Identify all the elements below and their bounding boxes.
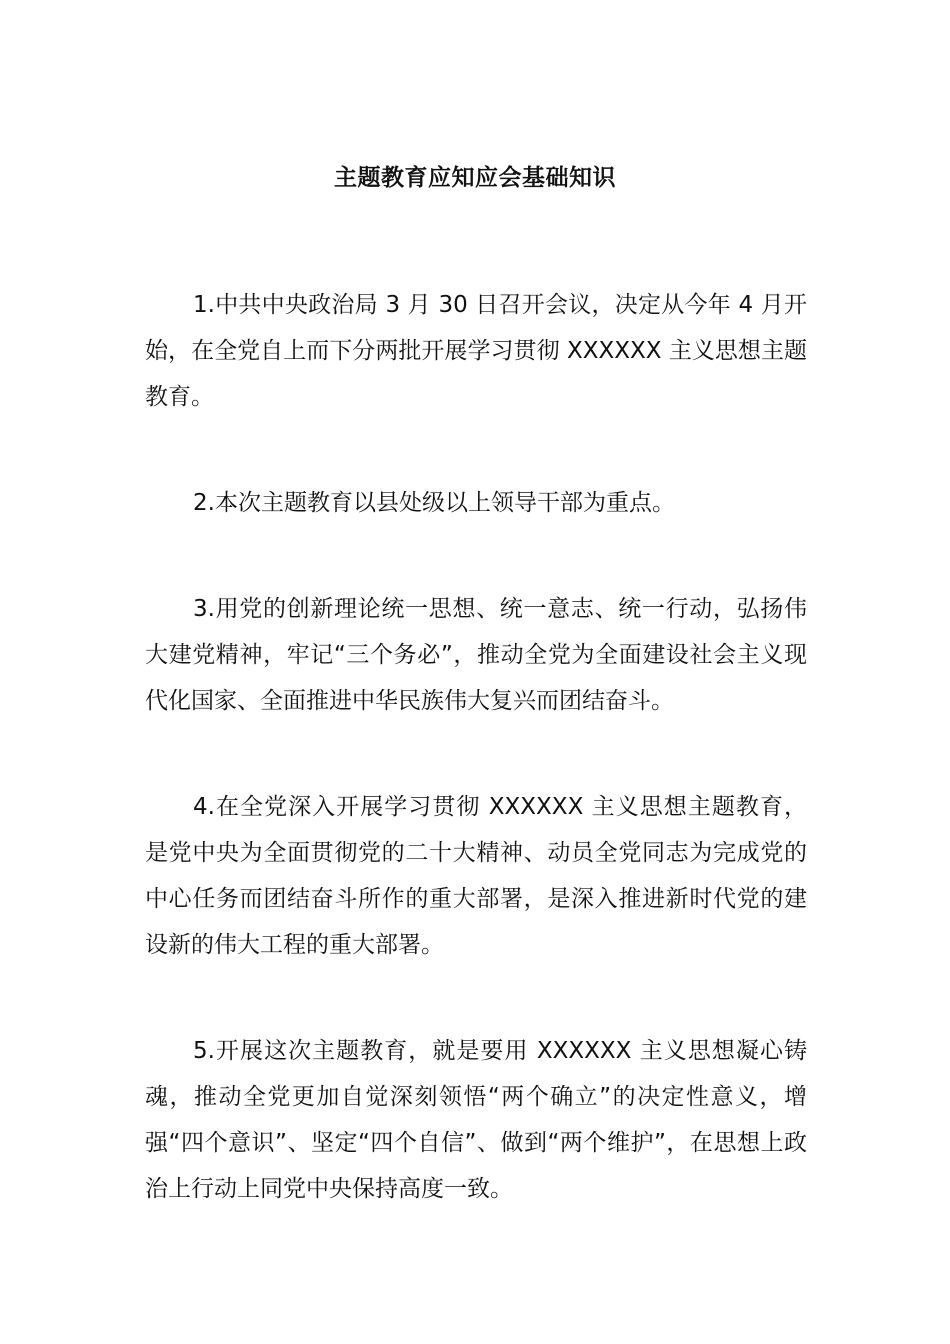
paragraph-3: 3.用党的创新理论统一思想、统一意志、统一行动，弘扬伟大建党精神，牢记“三个务必”，推动全党为全面建设社会主义现代化国家、全面推进中华民族伟大复兴而团结奋斗。 [145,596,807,714]
document-title: 主题教育应知应会基础知识 [334,165,616,191]
paragraph-1: 1.中共中央政治局 3 月 30 日召开会议，决定从今年 4 月开始，在全党自上而下分两批开展学习贯彻 XXXXXX 主义思想主题教育。 [145,292,807,410]
paragraph-5: 5.开展这次主题教育，就是要用 XXXXXX 主义思想凝心铸魂，推动全党更加自觉深刻领悟“两个确立”的决定性意义，增强“四个意识”、坚定“四个自信”、做到“两个维护”，在思想上政治上行动上同党中央保持高度一致。 [145,1038,807,1202]
paragraph-4: 4.在全党深入开展学习贯彻 XXXXXX 主义思想主题教育，是党中央为全面贯彻党的二十大精神、动员全党同志为完成党的中心任务而团结奋斗所作的重大部署，是深入推进新时代党的建设新的伟大工程的重大部署。 [145,794,807,958]
document-body [145,282,807,1272]
paragraph-2: 2.本次主题教育以县处级以上领导干部为重点。 [193,490,675,516]
